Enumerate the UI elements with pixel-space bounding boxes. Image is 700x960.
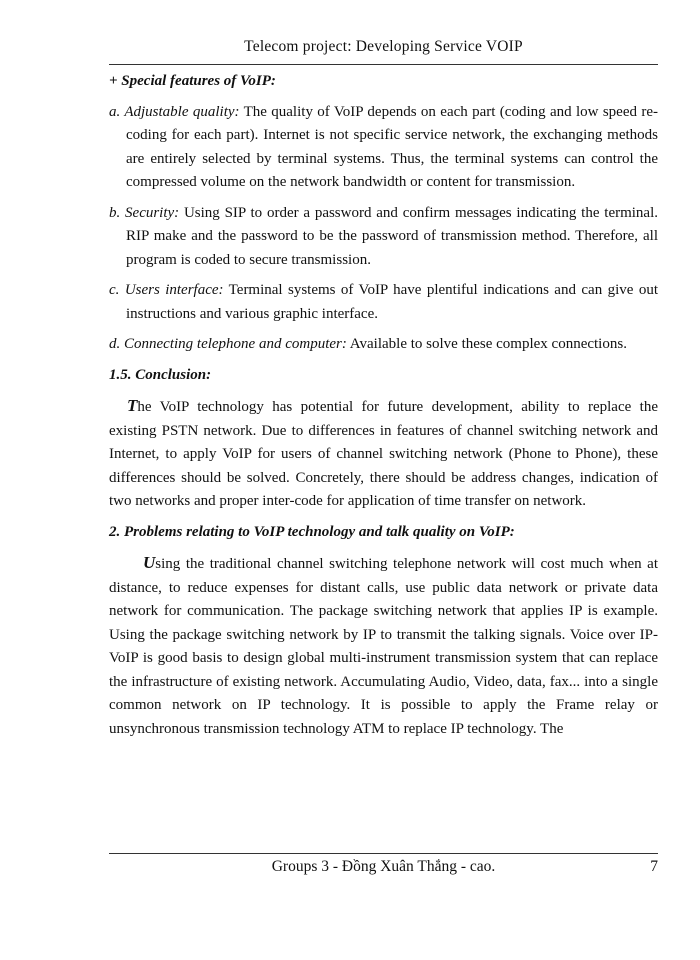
dropcap: U bbox=[143, 553, 156, 572]
paragraph-text: sing the traditional channel switching telephone network will cost much when at distance, to reduce expenses for distant calls, use public data network or private data network for communication. The package switching network that applies IP is example. Using the package switching network by IP to transmit the talking signals. Voice over IP-VoIP is good basis to design global multi-instrument transmission system that can replace the infrastructure of existing network. Accumulating Audio, Video, data, fax... into a single common network on IP technology. It is possible to apply the Frame relay or unsynchronous transmission technology ATM to replace IP technology. The bbox=[109, 556, 658, 737]
conclusion-paragraph bbox=[109, 394, 658, 514]
problems-paragraph bbox=[109, 551, 658, 741]
page-footer bbox=[109, 858, 658, 882]
feature-text: The quality of VoIP depends on each part (coding and low speed re-coding for each part). Internet is not specific service network, the exchanging methods are entirely selected by terminal systems. Thus, the terminal systems can control the compressed volume on the network bandwidth or content for transmission. bbox=[126, 103, 658, 190]
feature-item-d bbox=[109, 333, 658, 357]
feature-text: Terminal systems of VoIP have plentiful indications and can give out instructions and various graphic interface. bbox=[126, 282, 658, 322]
header-divider bbox=[109, 64, 658, 65]
feature-text: Using SIP to order a password and confirm messages indicating the terminal. RIP make and the password to be the password of transmission method. Therefore, all program is coded to secure transmission. bbox=[126, 204, 659, 268]
feature-item-b bbox=[109, 202, 658, 273]
feature-label: c. Users interface: bbox=[109, 282, 224, 298]
feature-item-c bbox=[109, 279, 658, 326]
features-heading: + Special features of VoIP: bbox=[109, 73, 276, 89]
feature-item-a bbox=[109, 101, 658, 195]
dropcap: T bbox=[127, 396, 138, 415]
problems-heading: 2. Problems relating to VoIP technology and talk quality on VoIP: bbox=[109, 523, 515, 540]
footer-text: Groups 3 - Đồng Xuân Thắng - cao. bbox=[271, 858, 496, 875]
feature-label: d. Connecting telephone and computer: bbox=[109, 336, 347, 352]
feature-label: b. Security: bbox=[109, 204, 180, 221]
conclusion-heading: 1.5. Conclusion: bbox=[109, 366, 212, 383]
page-content bbox=[109, 70, 658, 748]
page-number: 7 bbox=[650, 858, 658, 875]
feature-text: Available to solve these complex connections. bbox=[346, 336, 627, 352]
page-header: Telecom project: Developing Service VOIP bbox=[244, 38, 523, 55]
feature-label: a. Adjustable quality: bbox=[109, 103, 240, 120]
footer-divider bbox=[109, 853, 658, 854]
paragraph-text: he VoIP technology has potential for future development, ability to replace the existing PSTN network. Due to differences in features of channel switching network and Internet, to apply VoIP for users of channel switching network (Phone to Phone), these differences should be solved. Concretely, there should be address changes, indication of two networks and proper inter-code for application of time transfer on network. bbox=[109, 399, 658, 509]
